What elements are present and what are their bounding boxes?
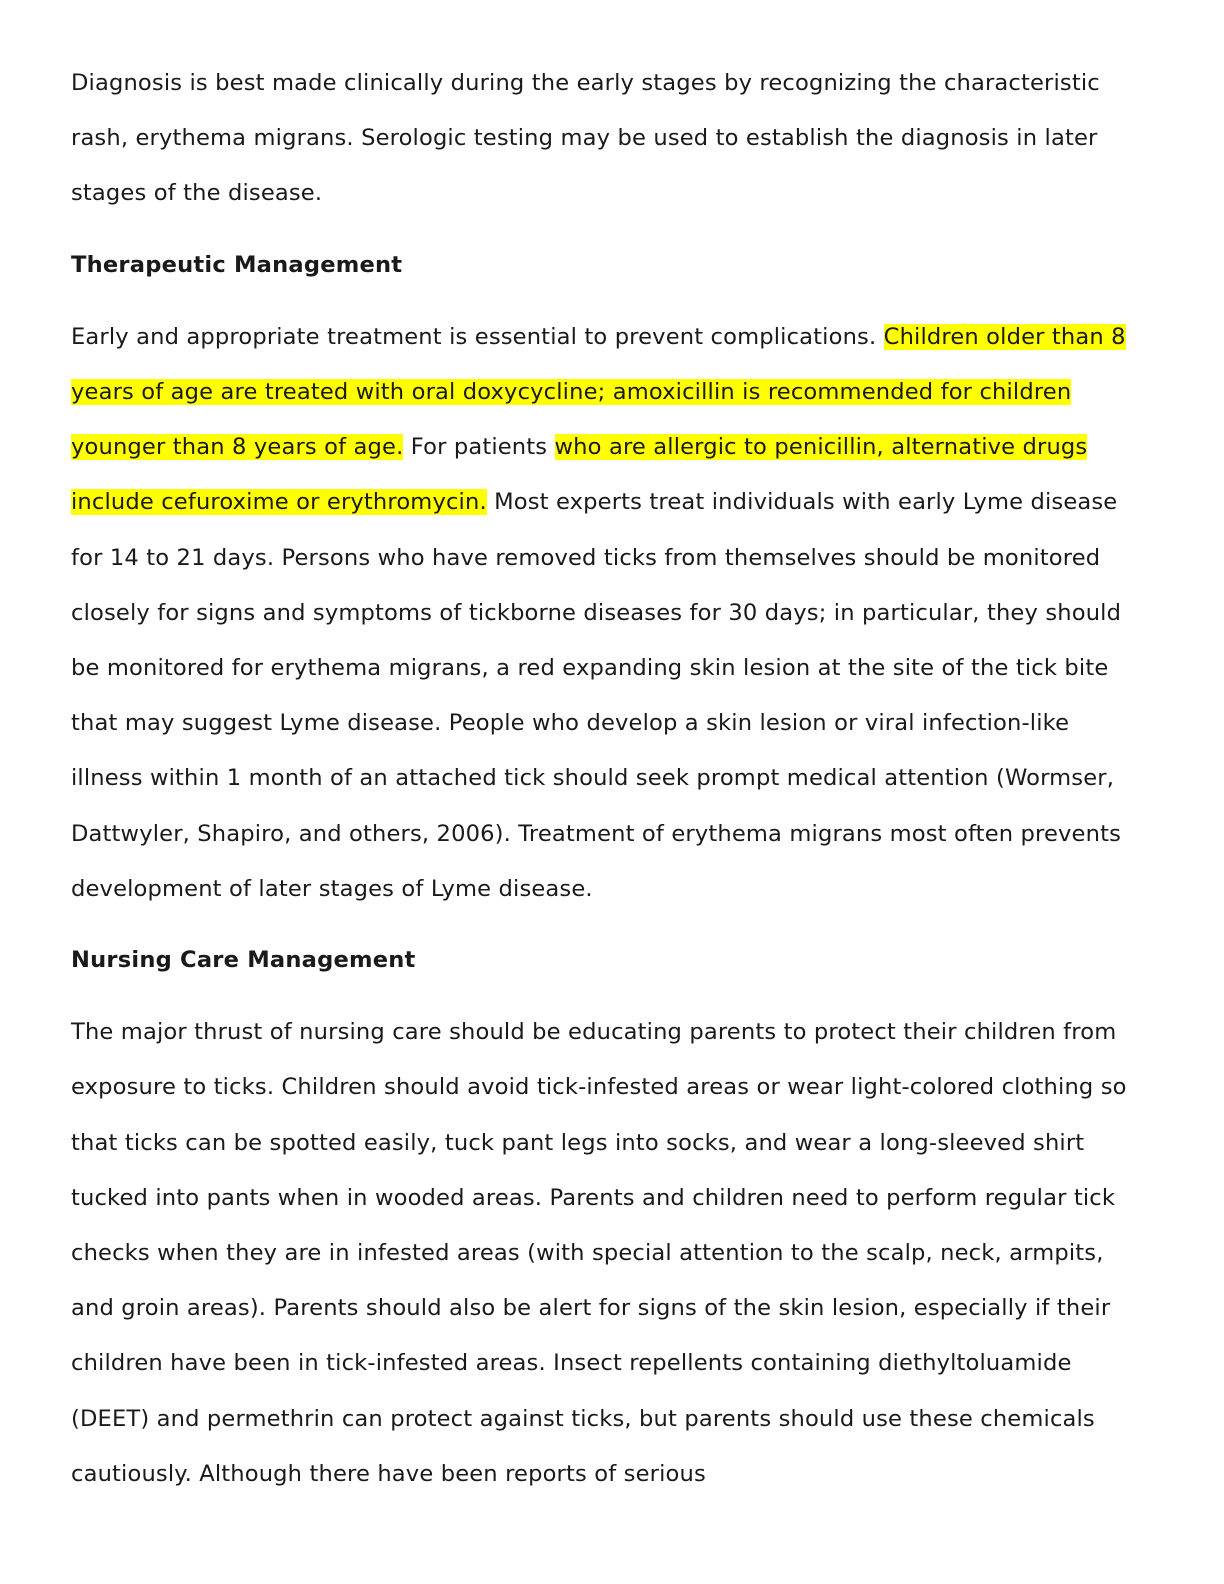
document-body — [71, 56, 1143, 1502]
therapeutic-management-paragraph — [71, 310, 1143, 917]
therapeutic-text-part-3: Most experts treat individuals with early Lyme disease for 14 to 21 days. Persons who have removed ticks from themselves should be monitored closely for signs and symptoms of tickborne diseases for 30 days; in particular, they should be monitored for erythema migrans, a red expanding skin lesion at the site of the tick bite that may suggest Lyme disease. People who develop a skin lesion or viral infection-like illness within 1 month of an attached tick should seek prompt medical attention (Wormser, Dattwyler, Shapiro, and others, 2006). Treatment of erythema migrans most often prevents development of later stages of Lyme disease. — [71, 489, 1122, 902]
nursing-care-management-paragraph: The major thrust of nursing care should be educating parents to protect their children from exposure to ticks. Children should avoid tick-infested areas or wear light-colored clothing so that ticks can be spotted easily, tuck pant legs into socks, and wear a long-sleeved shirt tucked into pants when in wooded areas. Parents and children need to perform regular tick checks when they are in infested areas (with special attention to the scalp, neck, armpits, and groin areas). Parents should also be alert for signs of the skin lesion, especially if their children have been in tick-infested areas. Insect repellents containing diethyltoluamide (DEET) and permethrin can protect against ticks, but parents should use these chemicals cautiously. Although there have been reports of serious — [71, 1019, 1127, 1487]
therapeutic-management-heading: Therapeutic Management — [71, 251, 403, 278]
highlighted-text-doxycycline: Children older than 8 years of age are treated with oral doxycycline; amoxicillin is recommended for children younger than 8 years of age. — [71, 323, 1126, 461]
therapeutic-text-part-2: For patients — [403, 434, 555, 461]
intro-paragraph: Diagnosis is best made clinically during the early stages by recognizing the characteristic rash, erythema migrans. Serologic testing may be used to establish the diagnosis in later stages of the disease. — [71, 70, 1100, 207]
highlighted-text-penicillin-allergy: who are allergic to penicillin, alternative drugs include cefuroxime or erythromycin. — [71, 434, 1088, 516]
therapeutic-text-part-1: Early and appropriate treatment is essential to prevent complications. — [71, 323, 884, 350]
nursing-care-management-heading: Nursing Care Management — [71, 947, 416, 974]
